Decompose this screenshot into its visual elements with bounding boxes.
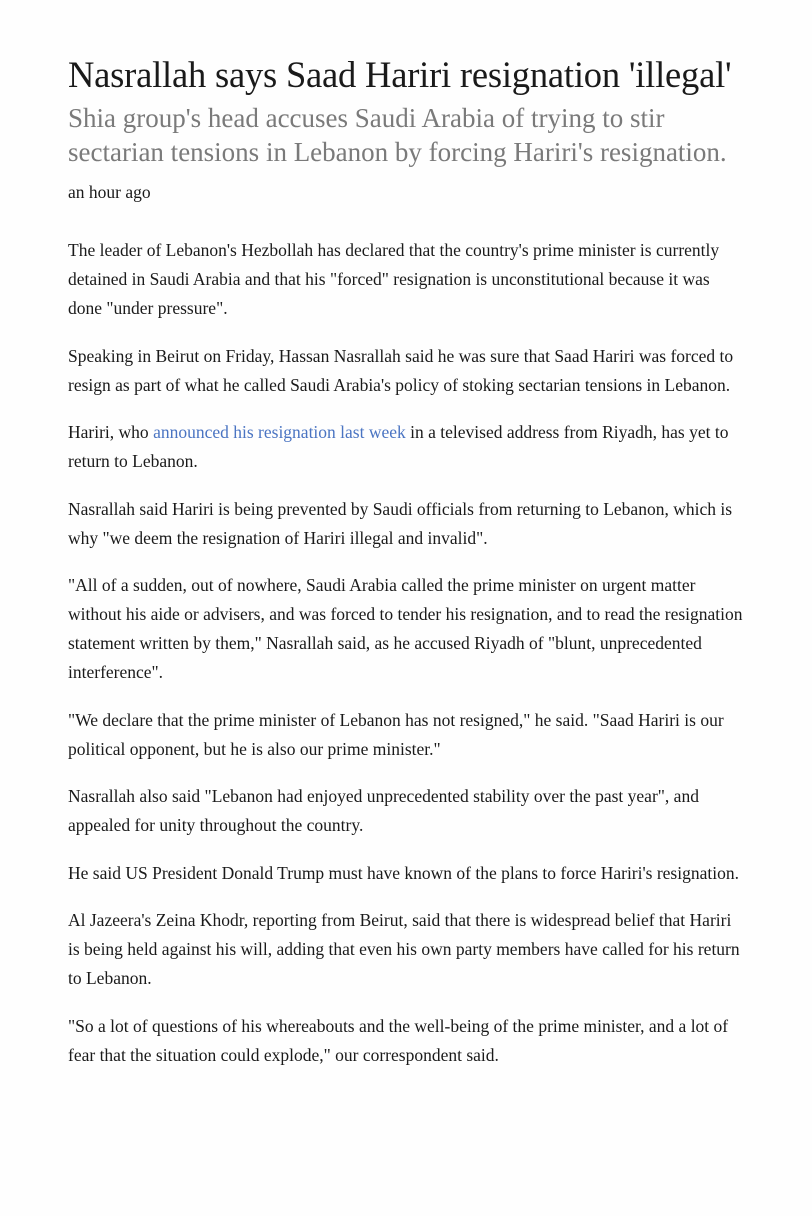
article [68,0,744,1088]
article-paragraph-3 [68,418,744,476]
article-headline: Nasrallah says Saad Hariri resignation 'illegal' [68,54,732,95]
resignation-announcement-link[interactable]: announced his resignation last week [153,422,406,442]
article-paragraph-5: "All of a sudden, out of nowhere, Saudi Arabia called the prime minister on urgent matter without his aide or advisers, and was forced to tender his resignation, and to read the resignation statement written by them," Nasrallah said, as he accused Riyadh of "blunt, unprecedented interference". [68,575,743,682]
article-paragraph-1: The leader of Lebanon's Hezbollah has declared that the country's prime minister is currently detained in Saudi Arabia and that his "forced" resignation is unconstitutional because it was done "under pressure". [68,240,720,318]
article-paragraph-8: He said US President Donald Trump must have known of the plans to force Hariri's resignation. [68,862,739,883]
article-paragraph-4: Nasrallah said Hariri is being prevented by Saudi officials from returning to Lebanon, which is why "we deem the resignation of Hariri illegal and invalid". [68,498,733,548]
article-paragraph-7: Nasrallah also said "Lebanon had enjoyed unprecedented stability over the past year", and appealed for unity throughout the country. [68,786,699,835]
article-timestamp: an hour ago [68,182,151,202]
article-paragraph-2: Speaking in Beirut on Friday, Hassan Nasrallah said he was sure that Saad Hariri was forced to resign as part of what he called Saudi Arabia's policy of stoking sectarian tensions in Lebanon. [68,345,734,395]
paragraph-text-after-link: in a televised address from Riyadh, has yet to return to Lebanon. [68,422,729,471]
article-paragraph-10: "So a lot of questions of his whereabouts and the well-being of the prime minister, and a lot of fear that the situation could explode," our correspondent said. [68,1015,729,1065]
article-paragraph-9: Al Jazeera's Zeina Khodr, reporting from Beirut, said that there is widespread belief that Hariri is being held against his will, adding that even his own party members have called for his return to Lebanon. [68,910,740,988]
paragraph-text-before-link: Hariri, who [68,422,154,442]
article-paragraph-6: "We declare that the prime minister of Lebanon has not resigned," he said. "Saad Hariri is our political opponent, but he is also our prime minister." [68,709,724,759]
article-body [68,236,744,1070]
article-subheadline: Shia group's head accuses Saudi Arabia of trying to stir sectarian tensions in Lebanon by forcing Hariri's resignation. [68,103,727,167]
